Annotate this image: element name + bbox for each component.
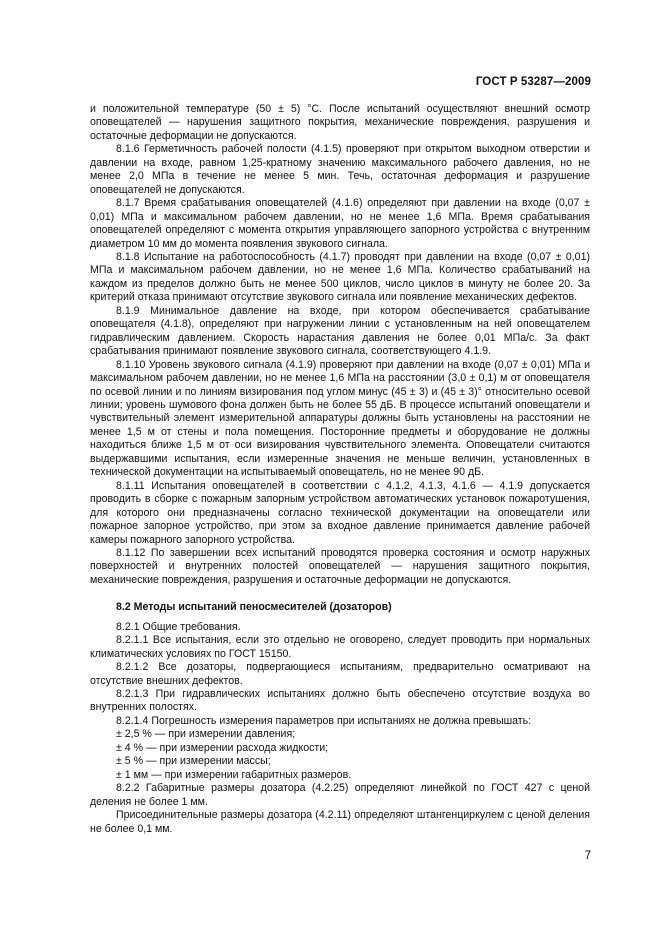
tolerance-item: ± 4 % — при измерении расхода жидкости; — [116, 741, 329, 754]
tolerance-item: ± 2,5 % — при измерении давления; — [116, 728, 296, 741]
tolerance-item: ± 5 % — при измерении массы; — [116, 755, 271, 768]
paragraph-8-2-1-3: 8.2.1.3 При гидравлических испытаниях должно быть обеспечено отсутствие воздуха во внутренних полостях. — [90, 688, 590, 714]
paragraph-8-1-7: 8.1.7 Время срабатывания оповещателей (4.1.6) определяют при давлении на входе (0,07 ± 0,01) МПа и максимальном рабочем давлении, но не менее 1,6 МПа. Время срабатывания оповещателей определяют с момента открытия управляющего запорного устройства с внутренним диаметром 10 мм до момента появления звукового сигнала. — [90, 197, 590, 250]
paragraph-8-1-6: 8.1.6 Герметичность рабочей полости (4.1.5) проверяют при открытом выходном отверстии и давлении на входе, равном 1,25-кратному значению максимального рабочего давления, но не менее 2,0 МПа в течение не менее 5 мин. Течь, остаточная деформация и разрушение оповещателей не допускаются. — [90, 143, 590, 196]
paragraph-8-1-12: 8.1.12 По завершении всех испытаний проводятся проверка состояния и осмотр наружных поверхностей и внутренних полостей оповещателей — нарушения защитного покрытия, механические повреждения, разрушения и остаточные деформации не допускаются. — [90, 546, 590, 586]
paragraph-8-2-1-2: 8.2.1.2 Все дозаторы, подвергающиеся испытаниям, предварительно осматривают на отсутствие внешних дефектов. — [90, 661, 590, 687]
paragraph-8-2-2-connection: Присоединительные размеры дозатора (4.2.11) определяют штангенциркулем с ценой деления не более 0,1 мм. — [90, 809, 590, 835]
document-body — [90, 103, 590, 836]
paragraph-8-2-1: 8.2.1 Общие требования. — [116, 620, 241, 633]
paragraph-8-1-10: 8.1.10 Уровень звукового сигнала (4.1.9) проверяют при давлении на входе (0,07 ± 0,01) МПа и максимальном рабочем давлении, но не менее 1,6 МПа на расстоянии (3,0 ± 0,1) м от оповещателя по осевой линии и по линиям визирования под углом минус (45 ± 3) и (45 ± 3)° относительно осевой линии; уровень шумового фона должен быть не более 55 дБ. В процессе испытаний оповещатели и чувствительный элемент измерительной аппаратуры должны быть установлены на расстоянии не менее 1,5 м от стены и пола помещения. Посторонние предметы и оборудование не должны находиться ближе 1,5 м от оси визирования чувствительного элемента. Оповещатели считаются выдержавшими испытания, если измеренные значения не меньше величин, установленных в технической документации на испытываемый оповещатель, но не менее 90 дБ. — [90, 358, 590, 479]
page-number: 7 — [584, 850, 591, 862]
paragraph-8-2-1-4: 8.2.1.4 Погрешность измерения параметров при испытаниях не должна превышать: — [116, 714, 532, 727]
paragraph-8-2-1-1: 8.2.1.1 Все испытания, если это отдельно не оговорено, следует проводить при нормальных климатических условиях по ГОСТ 15150. — [90, 634, 590, 660]
paragraph-8-2-2: 8.2.2 Габаритные размеры дозатора (4.2.25) определяют линейкой по ГОСТ 427 с ценой деления не более 1 мм. — [90, 782, 590, 808]
paragraph-8-1-11: 8.1.11 Испытания оповещателей в соответствии с 4.1.2, 4.1.3, 4.1.6 — 4.1.9 допускается проводить в сборке с пожарным запорным устройством автоматических установок пожаротушения, для которого они предназначены согласно технической документации на оповещатели или пожарное запорное устройство, при этом за входное давление принимается давление рабочей камеры пожарного запорного устройства. — [90, 479, 590, 546]
paragraph-intro: и положительной температуре (50 ± 5) °С. После испытаний осуществляют внешний осмотр оповещателей — нарушения защитного покрытия, механические повреждения, разрушения и остаточные деформации не допускаются. — [90, 103, 590, 142]
tolerance-item: ± 1 мм — при измерении габаритных размеров. — [116, 768, 352, 781]
document-header: ГОСТ Р 53287—2009 — [475, 76, 591, 88]
paragraph-8-1-9: 8.1.9 Минимальное давление на входе, при котором обеспечивается срабатывание оповещателя (4.1.8), определяют при нагружении линии с установленным на ней оповещателем гидравлическим давлением. Скорость нарастания давления не более 0,01 МПа/с. За факт срабатывания принимают появление звукового сигнала, соответствующего 4.1.9. — [90, 304, 590, 358]
paragraph-8-1-8: 8.1.8 Испытание на работоспособность (4.1.7) проводят при давлении на входе (0,07 ± 0,01) МПа и максимальном рабочем давлении, но не менее 1,6 МПа. Количество срабатываний на каждом из пределов должно быть не менее 500 циклов, число циклов в минуту не более 20. За критерий отказа принимают отсутствие звукового сигнала или появление механических дефектов. — [90, 250, 590, 304]
section-title-8-2: 8.2 Методы испытаний пеносмесителей (дозаторов) — [116, 601, 392, 614]
